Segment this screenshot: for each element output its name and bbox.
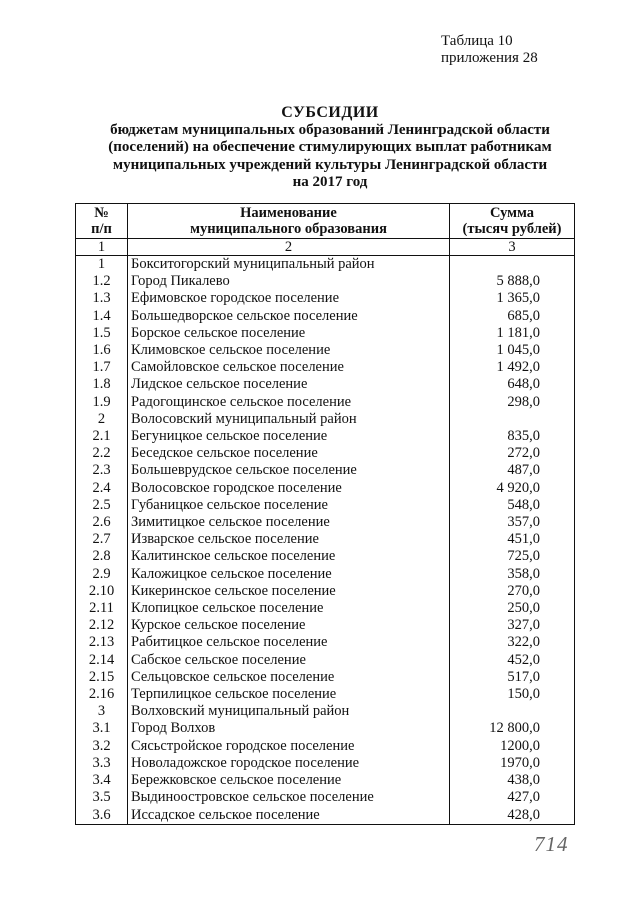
row-name: Курское сельское поселение (128, 617, 450, 634)
row-amount: 298,0 (450, 394, 575, 411)
table-row (76, 686, 575, 703)
table-row (76, 428, 575, 445)
header-name-line2: муниципального образования (190, 221, 387, 237)
row-amount: 1 045,0 (450, 342, 575, 359)
row-amount: 1 365,0 (450, 290, 575, 307)
row-number: 2.5 (76, 497, 128, 514)
row-number: 1 (76, 256, 128, 274)
table-row (76, 807, 575, 825)
table-row (76, 583, 575, 600)
heading-line-1: бюджетам муниципальных образований Ленинградской области (110, 121, 550, 138)
table-row (76, 669, 575, 686)
column-number-3: 3 (450, 239, 575, 256)
row-amount: 451,0 (450, 531, 575, 548)
row-number: 3.6 (76, 807, 128, 825)
row-name: Каложицкое сельское поселение (128, 566, 450, 583)
row-number: 1.4 (76, 308, 128, 325)
heading-line-4: на 2017 год (292, 174, 368, 190)
row-amount: 358,0 (450, 566, 575, 583)
row-amount: 270,0 (450, 583, 575, 600)
table-row (76, 290, 575, 307)
appendix-label: приложения 28 (441, 50, 538, 66)
row-amount: 5 888,0 (450, 273, 575, 290)
row-number: 3.1 (76, 720, 128, 737)
row-name: Волховский муниципальный район (128, 703, 450, 720)
row-name: Сабское сельское поселение (128, 652, 450, 669)
table-row (76, 703, 575, 720)
table-row (76, 359, 575, 376)
table-row (76, 755, 575, 772)
table-row (76, 376, 575, 393)
header-number (76, 204, 128, 239)
heading-line-2: (поселений) на обеспечение стимулирующих выплат работникам (108, 139, 552, 155)
row-amount: 12 800,0 (450, 720, 575, 737)
table-row (76, 652, 575, 669)
table-row (76, 600, 575, 617)
table-row (76, 497, 575, 514)
row-name: Сельцовское сельское поселение (128, 669, 450, 686)
row-amount: 250,0 (450, 600, 575, 617)
row-number: 2 (76, 411, 128, 428)
row-name: Город Пикалево (128, 273, 450, 290)
row-name: Большедворское сельское поселение (128, 308, 450, 325)
table-row (76, 720, 575, 737)
row-number: 2.12 (76, 617, 128, 634)
row-amount: 1 181,0 (450, 325, 575, 342)
header-amount-line2: (тысяч рублей) (462, 221, 562, 237)
row-amount: 487,0 (450, 462, 575, 479)
row-number: 2.13 (76, 634, 128, 651)
row-amount: 357,0 (450, 514, 575, 531)
row-name: Сясьстройское городское поселение (128, 738, 450, 755)
row-number: 3.4 (76, 772, 128, 789)
table-label: Таблица 10 (441, 33, 513, 49)
heading-title: СУБСИДИИ (281, 104, 379, 121)
row-amount: 327,0 (450, 617, 575, 634)
table-row (76, 342, 575, 359)
row-name: Радогощинское сельское поселение (128, 394, 450, 411)
row-amount: 150,0 (450, 686, 575, 703)
row-amount (450, 703, 575, 720)
row-amount: 1200,0 (450, 738, 575, 755)
table-row (76, 411, 575, 428)
row-number: 1.3 (76, 290, 128, 307)
row-number: 2.10 (76, 583, 128, 600)
row-amount: 438,0 (450, 772, 575, 789)
header-name-line1: Наименование (240, 204, 337, 221)
row-amount: 648,0 (450, 376, 575, 393)
header-number-line1: № (94, 204, 109, 221)
row-name: Большеврудское сельское поселение (128, 462, 450, 479)
row-number: 2.1 (76, 428, 128, 445)
heading-line-3: муниципальных учреждений культуры Ленинградской области (112, 156, 548, 173)
table-row (76, 256, 575, 274)
row-name: Выдиноостровское сельское поселение (128, 789, 450, 806)
table-reference (441, 33, 538, 67)
row-amount: 322,0 (450, 634, 575, 651)
table-row (76, 394, 575, 411)
table-row (76, 738, 575, 755)
row-name: Бокситогорский муниципальный район (128, 256, 450, 274)
row-name: Лидское сельское поселение (128, 376, 450, 393)
row-name: Борское сельское поселение (128, 325, 450, 342)
table-row (76, 531, 575, 548)
row-amount: 4 920,0 (450, 480, 575, 497)
row-name: Рабитицкое сельское поселение (128, 634, 450, 651)
page-number-stamp: 714 (534, 832, 569, 856)
row-amount: 835,0 (450, 428, 575, 445)
table-row (76, 634, 575, 651)
row-name: Терпилицкое сельское поселение (128, 686, 450, 703)
table-row (76, 480, 575, 497)
row-number: 1.7 (76, 359, 128, 376)
row-name: Ефимовское городское поселение (128, 290, 450, 307)
row-name: Бережковское сельское поселение (128, 772, 450, 789)
table-row (76, 617, 575, 634)
row-number: 1.9 (76, 394, 128, 411)
row-number: 2.7 (76, 531, 128, 548)
row-name: Город Волхов (128, 720, 450, 737)
header-number-line2: п/п (91, 221, 112, 237)
row-number: 3.5 (76, 789, 128, 806)
row-number: 2.16 (76, 686, 128, 703)
row-number: 2.15 (76, 669, 128, 686)
table-row (76, 445, 575, 462)
row-number: 2.2 (76, 445, 128, 462)
header-name (128, 204, 450, 239)
row-name: Волосовское городское поселение (128, 480, 450, 497)
row-amount: 685,0 (450, 308, 575, 325)
row-number: 2.6 (76, 514, 128, 531)
row-name: Калитинское сельское поселение (128, 548, 450, 565)
row-name: Зимитицкое сельское поселение (128, 514, 450, 531)
row-amount: 427,0 (450, 789, 575, 806)
row-name: Беседское сельское поселение (128, 445, 450, 462)
row-name: Изварское сельское поселение (128, 531, 450, 548)
table-row (76, 462, 575, 479)
row-amount: 517,0 (450, 669, 575, 686)
column-number-1: 1 (76, 239, 128, 256)
header-amount-line1: Сумма (489, 204, 535, 221)
table-row (76, 789, 575, 806)
row-number: 3.3 (76, 755, 128, 772)
row-number: 2.3 (76, 462, 128, 479)
row-number: 3.2 (76, 738, 128, 755)
header-amount (450, 204, 575, 239)
row-number: 2.11 (76, 600, 128, 617)
row-number: 1.2 (76, 273, 128, 290)
row-amount (450, 256, 575, 274)
row-amount: 1 492,0 (450, 359, 575, 376)
row-number: 1.5 (76, 325, 128, 342)
document-heading (80, 104, 580, 192)
row-amount (450, 411, 575, 428)
row-number: 1.8 (76, 376, 128, 393)
row-amount: 428,0 (450, 807, 575, 825)
row-number: 2.4 (76, 480, 128, 497)
row-amount: 548,0 (450, 497, 575, 514)
table-row (76, 308, 575, 325)
column-number-2: 2 (128, 239, 450, 256)
row-name: Самойловское сельское поселение (128, 359, 450, 376)
row-name: Иссадское сельское поселение (128, 807, 450, 825)
row-amount: 452,0 (450, 652, 575, 669)
column-number-row (76, 239, 575, 256)
table-row (76, 273, 575, 290)
subsidies-table (75, 203, 575, 825)
row-number: 1.6 (76, 342, 128, 359)
row-amount: 725,0 (450, 548, 575, 565)
row-number: 2.8 (76, 548, 128, 565)
row-name: Кикеринское сельское поселение (128, 583, 450, 600)
row-amount: 272,0 (450, 445, 575, 462)
table-row (76, 566, 575, 583)
table-header-row (76, 204, 575, 239)
table-row (76, 772, 575, 789)
row-name: Новоладожское городское поселение (128, 755, 450, 772)
row-number: 2.14 (76, 652, 128, 669)
row-name: Климовское сельское поселение (128, 342, 450, 359)
row-number: 3 (76, 703, 128, 720)
table-row (76, 548, 575, 565)
table-row (76, 325, 575, 342)
row-name: Клопицкое сельское поселение (128, 600, 450, 617)
table-body (76, 256, 575, 825)
row-name: Волосовский муниципальный район (128, 411, 450, 428)
row-amount: 1970,0 (450, 755, 575, 772)
row-number: 2.9 (76, 566, 128, 583)
row-name: Губаницкое сельское поселение (128, 497, 450, 514)
row-name: Бегуницкое сельское поселение (128, 428, 450, 445)
table-row (76, 514, 575, 531)
